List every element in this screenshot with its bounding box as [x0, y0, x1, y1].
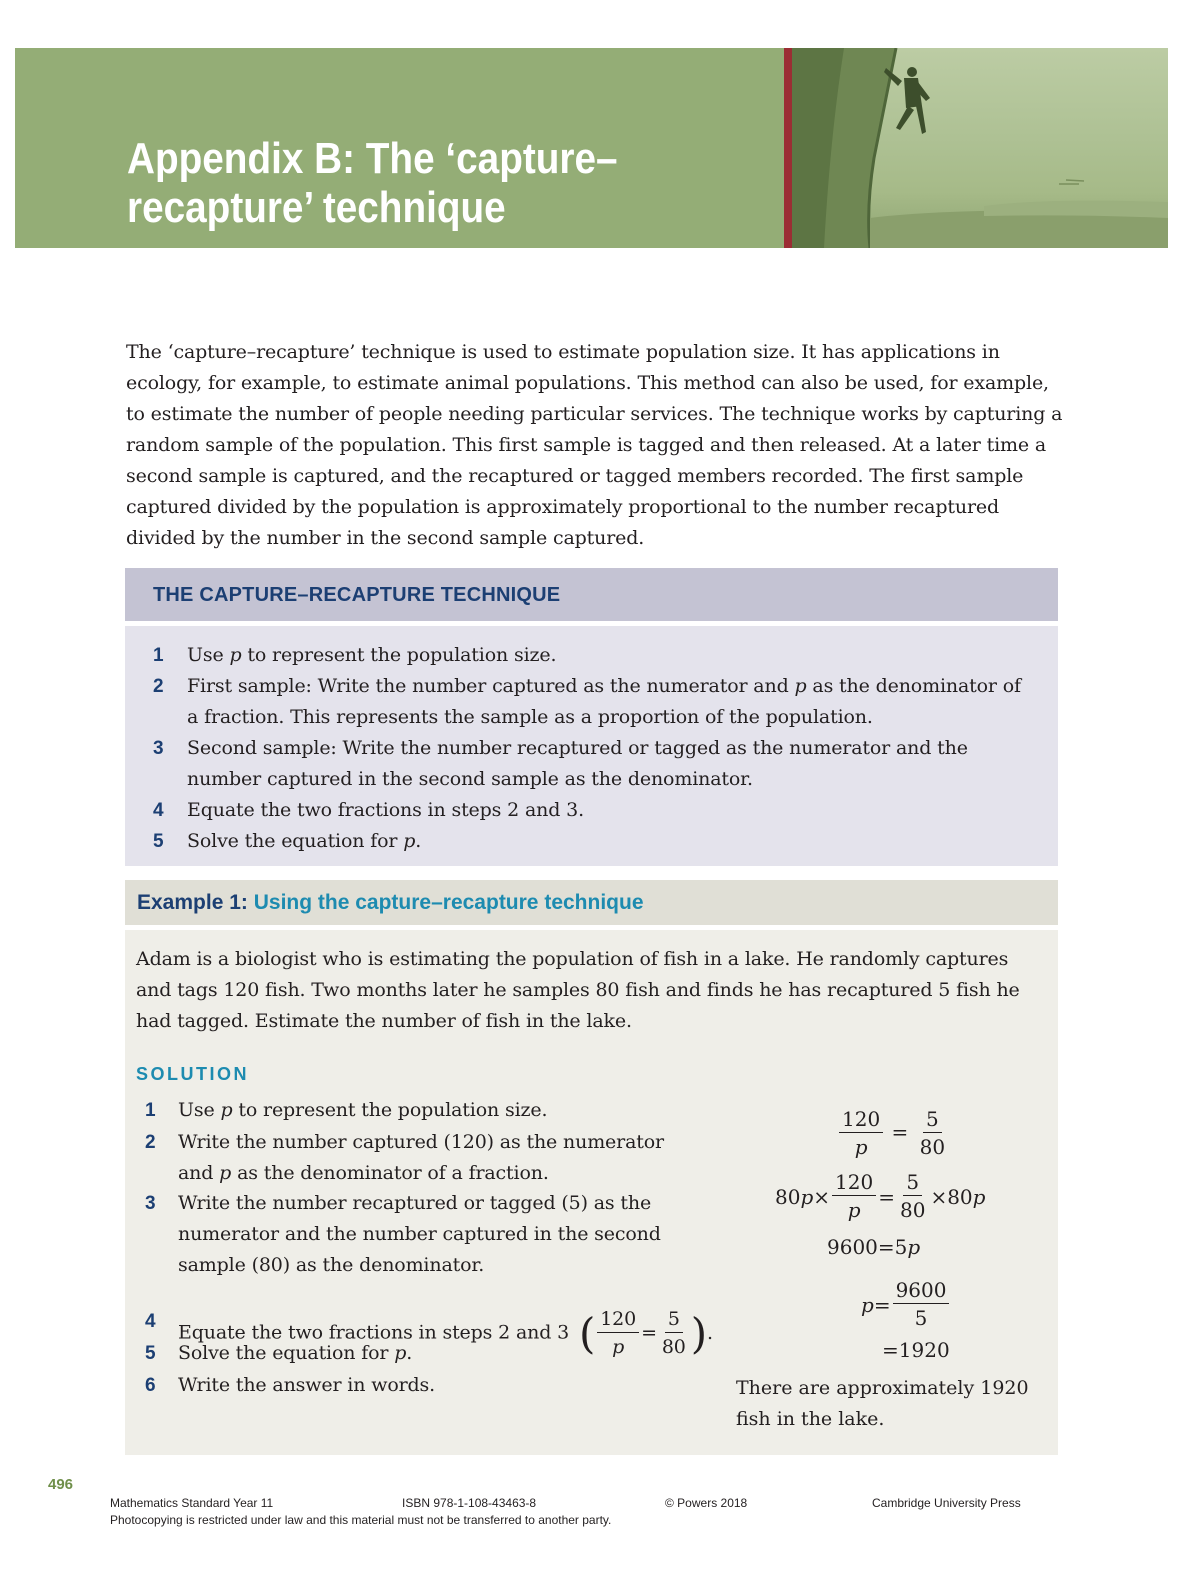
- technique-steps-list: [153, 640, 1033, 857]
- example-answer: There are approximately 1920 fish in the lake.: [736, 1377, 1029, 1430]
- solution-label: SOLUTION: [136, 1064, 249, 1084]
- example-box: [125, 930, 1058, 1455]
- technique-step: 4 Equate the two fractions in steps 2 and 3.: [153, 799, 584, 821]
- example-header: [125, 880, 1058, 925]
- solution-step: 1 Use p to represent the population size.: [145, 1099, 548, 1121]
- intro-paragraph: The ‘capture–recapture’ technique is used to estimate population size. It has applications in ecology, for example, to estimate animal populations. This method can also be used, for example, to estimate the number of people needing particular services. The technique works by capturing a random sample of the population. This first sample is tagged and then released. At a later time a second sample is captured, and the recaptured or tagged members recorded. The first sample captured divided by the population is approximately proportional to the number recaptured divided by the number in the second sample captured.: [126, 341, 1063, 549]
- equation-line-1: $\frac{120}{p}$ = $\frac{5}{80}$: [837, 1106, 950, 1161]
- technique-box-header: [125, 568, 1058, 621]
- chapter-header-band: [15, 48, 1168, 248]
- header-climber-photo: [784, 48, 1168, 248]
- example-problem: Adam is a biologist who is estimating the population of fish in a lake. He randomly captures and tags 120 fish. Two months later he samples 80 fish and finds he has recaptured 5 fish he had tagged. Estimate the number of fish in the lake.: [136, 948, 1020, 1032]
- footer-isbn: ISBN 978-1-108-43463-8: [402, 1496, 537, 1510]
- example-title: [137, 891, 644, 915]
- solution-step: 2 Write the number captured (120) as the numerator and p as the denominator of a fraction.: [145, 1131, 664, 1184]
- example-number: Example 1:: [137, 891, 248, 914]
- footer-notice: Photocopying is restricted under law and this material must not be transferred to another party.: [110, 1513, 612, 1527]
- equation-line-4: p = $\frac{9600}{5}$: [861, 1277, 951, 1332]
- technique-step: 1 Use p to represent the population size.: [153, 644, 557, 666]
- footer-book-title: Mathematics Standard Year 11: [110, 1496, 274, 1510]
- footer-copyright: © Powers 2018: [665, 1496, 748, 1510]
- solution-step: 5 Solve the equation for p.: [145, 1342, 413, 1364]
- equation-line-5: =1920: [882, 1338, 950, 1362]
- technique-step: 5 Solve the equation for p.: [153, 830, 422, 852]
- equation-line-3: 9600=5p: [827, 1235, 921, 1259]
- solution-step: 3 Write the number recaptured or tagged (5) as the numerator and the number captured in the second sample (80) as the denominator.: [145, 1192, 661, 1276]
- technique-step: 2 First sample: Write the number captured as the numerator and p as the denominator of a fraction. This represents the sample as a proportion of the population.: [153, 675, 1021, 728]
- page-title: Appendix B: The ‘capture–recapture’ technique: [127, 134, 618, 232]
- inline-equation: ( $\frac{120}{p}$ = $\frac{5}{80}$ ) .: [578, 1308, 713, 1358]
- equation-line-2: 80 p × $\frac{120}{p}$ = $\frac{5}{80}$ × 80 p: [775, 1170, 986, 1222]
- example-heading: Using the capture–recapture technique: [253, 891, 644, 914]
- solution-step: 4 Equate the two fractions in steps 2 and 3 ( $\frac{120}{p}$ = $\frac{5}{80}$ ) .: [145, 1306, 745, 1361]
- technique-box: [125, 626, 1058, 866]
- technique-step: 3 Second sample: Write the number recaptured or tagged as the numerator and the number captured in the second sample as the denominator.: [153, 737, 968, 790]
- solution-step: 6 Write the answer in words.: [145, 1374, 436, 1396]
- footer-publisher: Cambridge University Press: [872, 1496, 1021, 1510]
- page-number: 496: [48, 1476, 74, 1493]
- technique-box-title: THE CAPTURE–RECAPTURE TECHNIQUE: [153, 584, 561, 606]
